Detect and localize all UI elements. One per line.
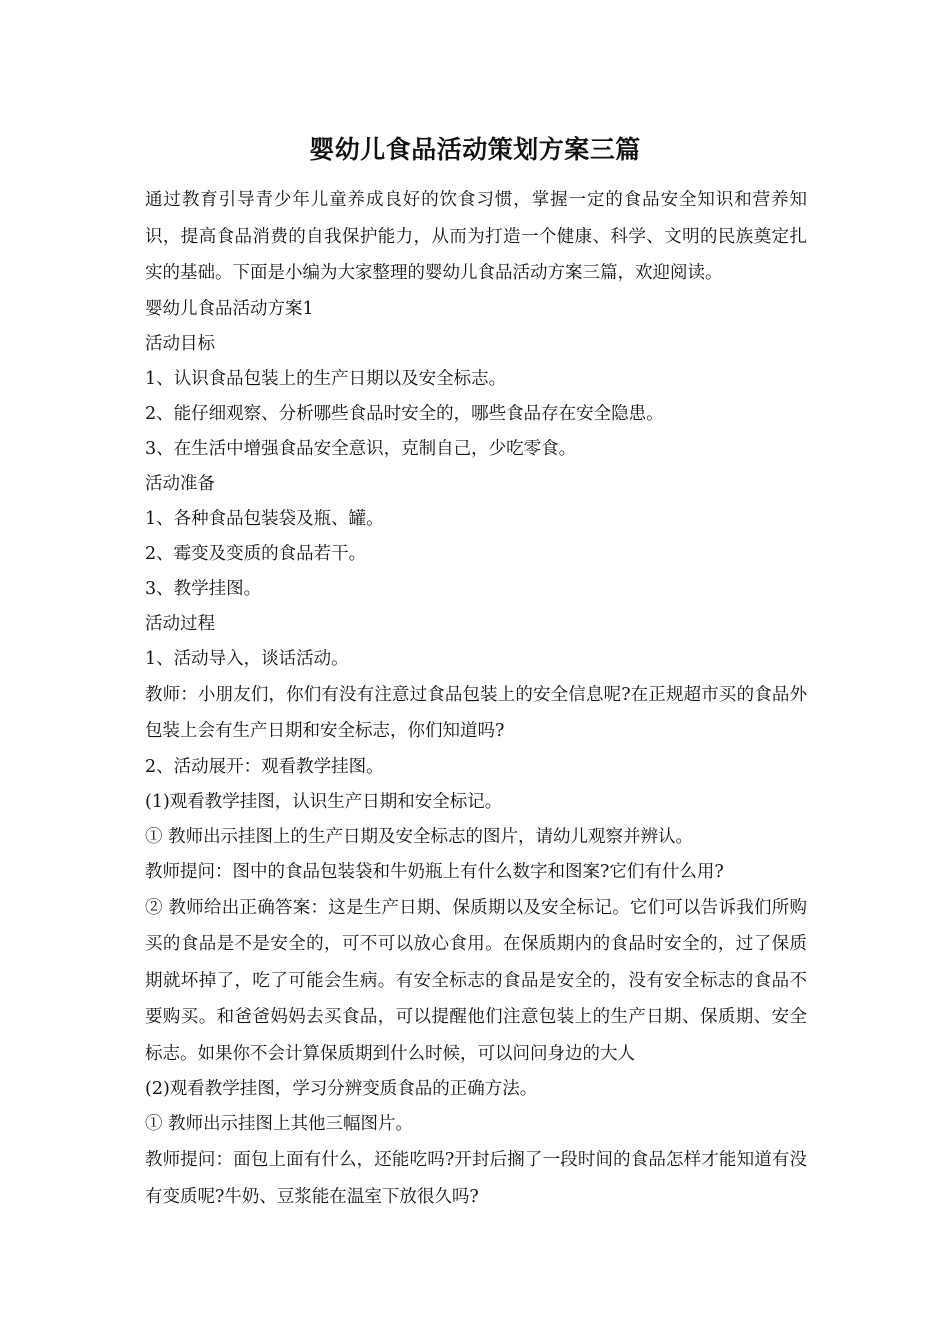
preparation-item: 3、教学挂图。 bbox=[145, 578, 262, 599]
process-step: 1、活动导入，谈话活动。 bbox=[145, 648, 349, 669]
goal-item: 2、能仔细观察、分析哪些食品时安全的，哪些食品存在安全隐患。 bbox=[145, 403, 664, 424]
process-substep: (1)观看教学挂图，认识生产日期和安全标记。 bbox=[145, 791, 503, 812]
process-substep: (2)观看教学挂图，学习分辨变质食品的正确方法。 bbox=[145, 1079, 538, 1099]
heading-activity-goals: 活动目标 bbox=[145, 333, 215, 354]
intro-paragraph: 通过教育引导青少年儿童养成良好的饮食习惯，掌握一定的食品安全知识和营养知识，提高食品消费的自我保护能力，从而为打造一个健康、科学、文明的民族奠定扎实的基础。下面是小编为大家整理的婴幼儿食品活动方案三篇，欢迎阅读。 bbox=[145, 190, 807, 283]
goal-item: 1、认识食品包装上的生产日期以及安全标志。 bbox=[145, 368, 507, 389]
goal-item: 3、在生活中增强食品安全意识，克制自己，少吃零食。 bbox=[145, 438, 577, 459]
teacher-question-paragraph: 教师提问：面包上面有什么，还能吃吗?开封后搁了一段时间的食品怎样才能知道有没有变质呢?牛奶、豆浆能在温室下放很久吗? bbox=[145, 1150, 807, 1207]
process-substep: ① 教师出示挂图上的生产日期及安全标志的图片，请幼儿观察并辨认。 bbox=[145, 826, 694, 847]
teacher-question-paragraph: 教师：小朋友们，你们有没有注意过食品包装上的安全信息呢?在正规超市买的食品外包装上会有生产日期和安全标志，你们知道吗? bbox=[145, 684, 807, 741]
section-heading-plan-1: 婴幼儿食品活动方案1 bbox=[145, 298, 314, 319]
heading-activity-process: 活动过程 bbox=[145, 613, 215, 634]
preparation-item: 2、霉变及变质的食品若干。 bbox=[145, 543, 367, 564]
teacher-question: 教师提问：图中的食品包装袋和牛奶瓶上有什么数字和图案?它们有什么用? bbox=[145, 861, 724, 882]
process-substep: ① 教师出示挂图上其他三幅图片。 bbox=[145, 1114, 414, 1134]
preparation-item: 1、各种食品包装袋及瓶、罐。 bbox=[145, 508, 384, 529]
heading-activity-preparation: 活动准备 bbox=[145, 473, 215, 494]
teacher-answer-paragraph: ② 教师给出正确答案：这是生产日期、保质期以及安全标记。它们可以告诉我们所购买的食品是不是安全的，可不可以放心食用。在保质期内的食品时安全的，过了保质期就坏掉了，吃了可能会生病。有安全标志的食品是安全的，没有安全标志的食品不要购买。和爸爸妈妈去买食品，可以提醒他们注意包装上的生产日期、保质期、安全标志。如果你不会计算保质期到什么时候，可以问问身边的大人 bbox=[145, 897, 807, 1064]
process-step: 2、活动展开：观看教学挂图。 bbox=[145, 756, 384, 777]
document-title: 婴幼儿食品活动策划方案三篇 bbox=[309, 135, 641, 164]
document-body bbox=[145, 182, 807, 1215]
